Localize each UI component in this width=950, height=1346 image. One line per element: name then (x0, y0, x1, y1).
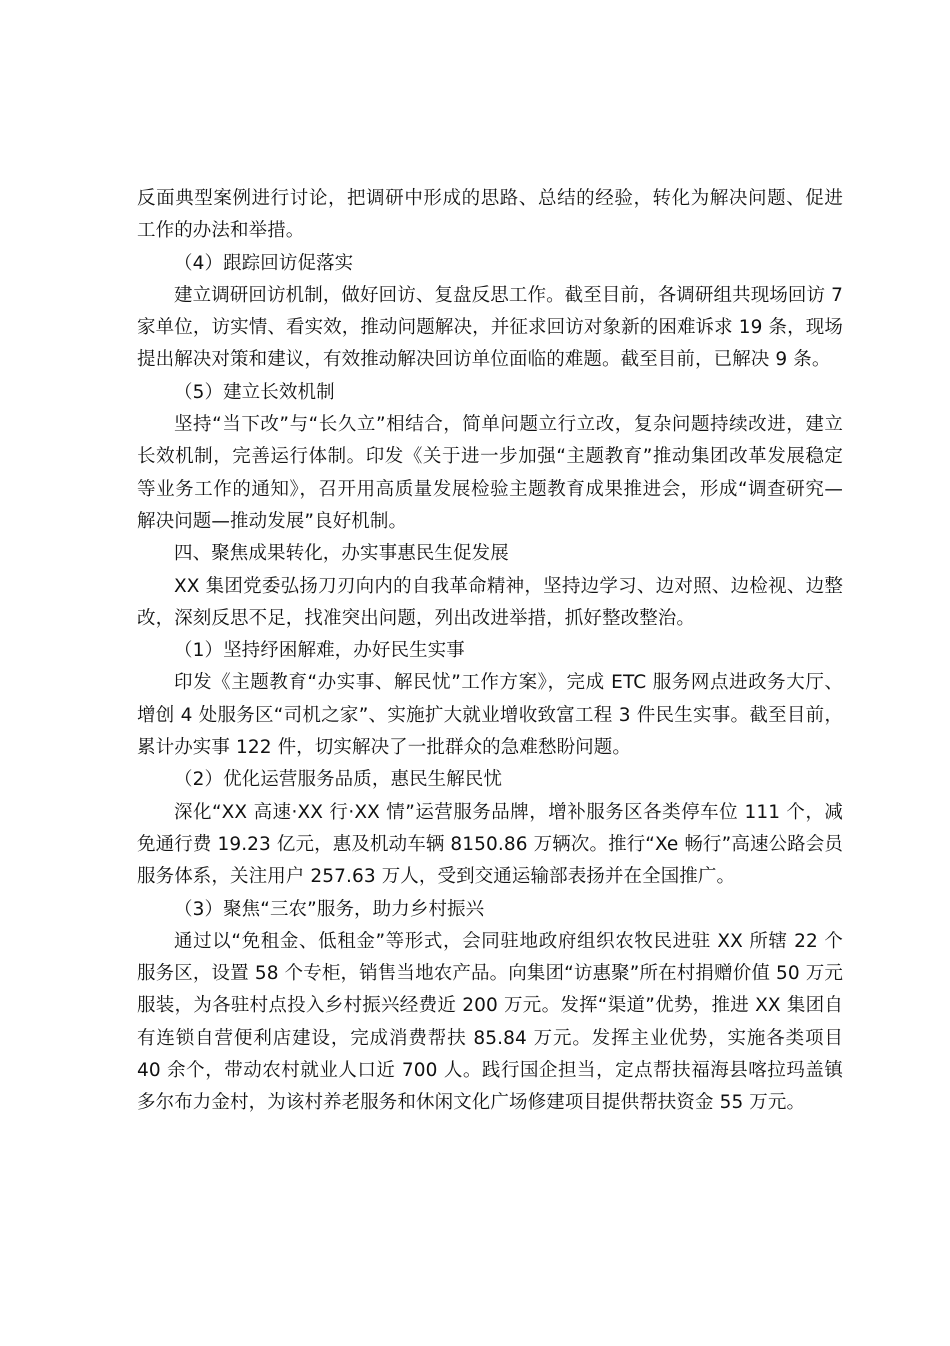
body-paragraph: 建立调研回访机制，做好回访、复盘反思工作。截至目前，各调研组共现场回访 7 家单位，访实情、看实效，推动问题解决，并征求回访对象新的困难诉求 19 条，现场提出解决对策和建议，有效推动解决回访单位面临的难题。截至目前，已解决 9 条。 (137, 284, 843, 371)
body-paragraph: 坚持“当下改”与“长久立”相结合，简单问题立行立改，复杂问题持续改进，建立长效机制，完善运行体制。印发《关于进一步加强“主题教育”推动集团改革发展稳定等业务工作的通知》，召开用高质量发展检验主题教育成果推进会，形成“调查研究—解决问题—推动发展”良好机制。 (137, 414, 843, 532)
document-body (137, 183, 843, 1120)
body-paragraph: 通过以“免租金、低租金”等形式，会同驻地政府组织农牧民进驻 XX 所辖 22 个服务区，设置 58 个专柜，销售当地农产品。向集团“访惠聚”所在村捐赠价值 50 万元服装，为各驻村点投入乡村振兴经费近 200 万元。发挥“渠道”优势，推进 XX 集团自有连锁自营便利店建设，完成消费帮扶 85.84 万元。发挥主业优势，实施各类项目 40 余个，带动农村就业人口近 700 人。践行国企担当，定点帮扶福海县喀拉玛盖镇多尔布力金村，为该村养老服务和休闲文化广场修建项目提供帮扶资金 55 万元。 (137, 930, 843, 1114)
body-paragraph: 印发《主题教育“办实事、解民忧”工作方案》，完成 ETC 服务网点进政务大厅、增创 4 处服务区“司机之家”、实施扩大就业增收致富工程 3 件民生实事。截至目前，累计办实事 122 件，切实解决了一批群众的急难愁盼问题。 (137, 672, 843, 759)
body-paragraph-continued: 反面典型案例进行讨论，把调研中形成的思路、总结的经验，转化为解决问题、促进工作的办法和举措。 (137, 188, 843, 242)
subheading-3: （3）聚焦“三农”服务，助力乡村振兴 (174, 898, 485, 920)
subheading-5: （5）建立长效机制 (174, 381, 335, 403)
section-heading-4: 四、聚焦成果转化，办实事惠民生促发展 (174, 543, 509, 565)
subheading-1: （1）坚持纾困解难，办好民生实事 (174, 640, 465, 662)
body-paragraph: 深化“XX 高速·XX 行·XX 情”运营服务品牌，增补服务区各类停车位 111 个，减免通行费 19.23 亿元，惠及机动车辆 8150.86 万辆次。推行“Xe 畅行”高速公路会员服务体系，关注用户 257.63 万人，受到交通运输部表扬并在全国推广。 (137, 801, 843, 888)
subheading-4: （4）跟踪回访促落实 (174, 252, 354, 274)
body-paragraph: XX 集团党委弘扬刀刃向内的自我革命精神，坚持边学习、边对照、边检视、边整改，深刻反思不足，找准突出问题，列出改进举措，抓好整改整治。 (137, 575, 843, 629)
subheading-2: （2）优化运营服务品质，惠民生解民忧 (174, 769, 503, 791)
